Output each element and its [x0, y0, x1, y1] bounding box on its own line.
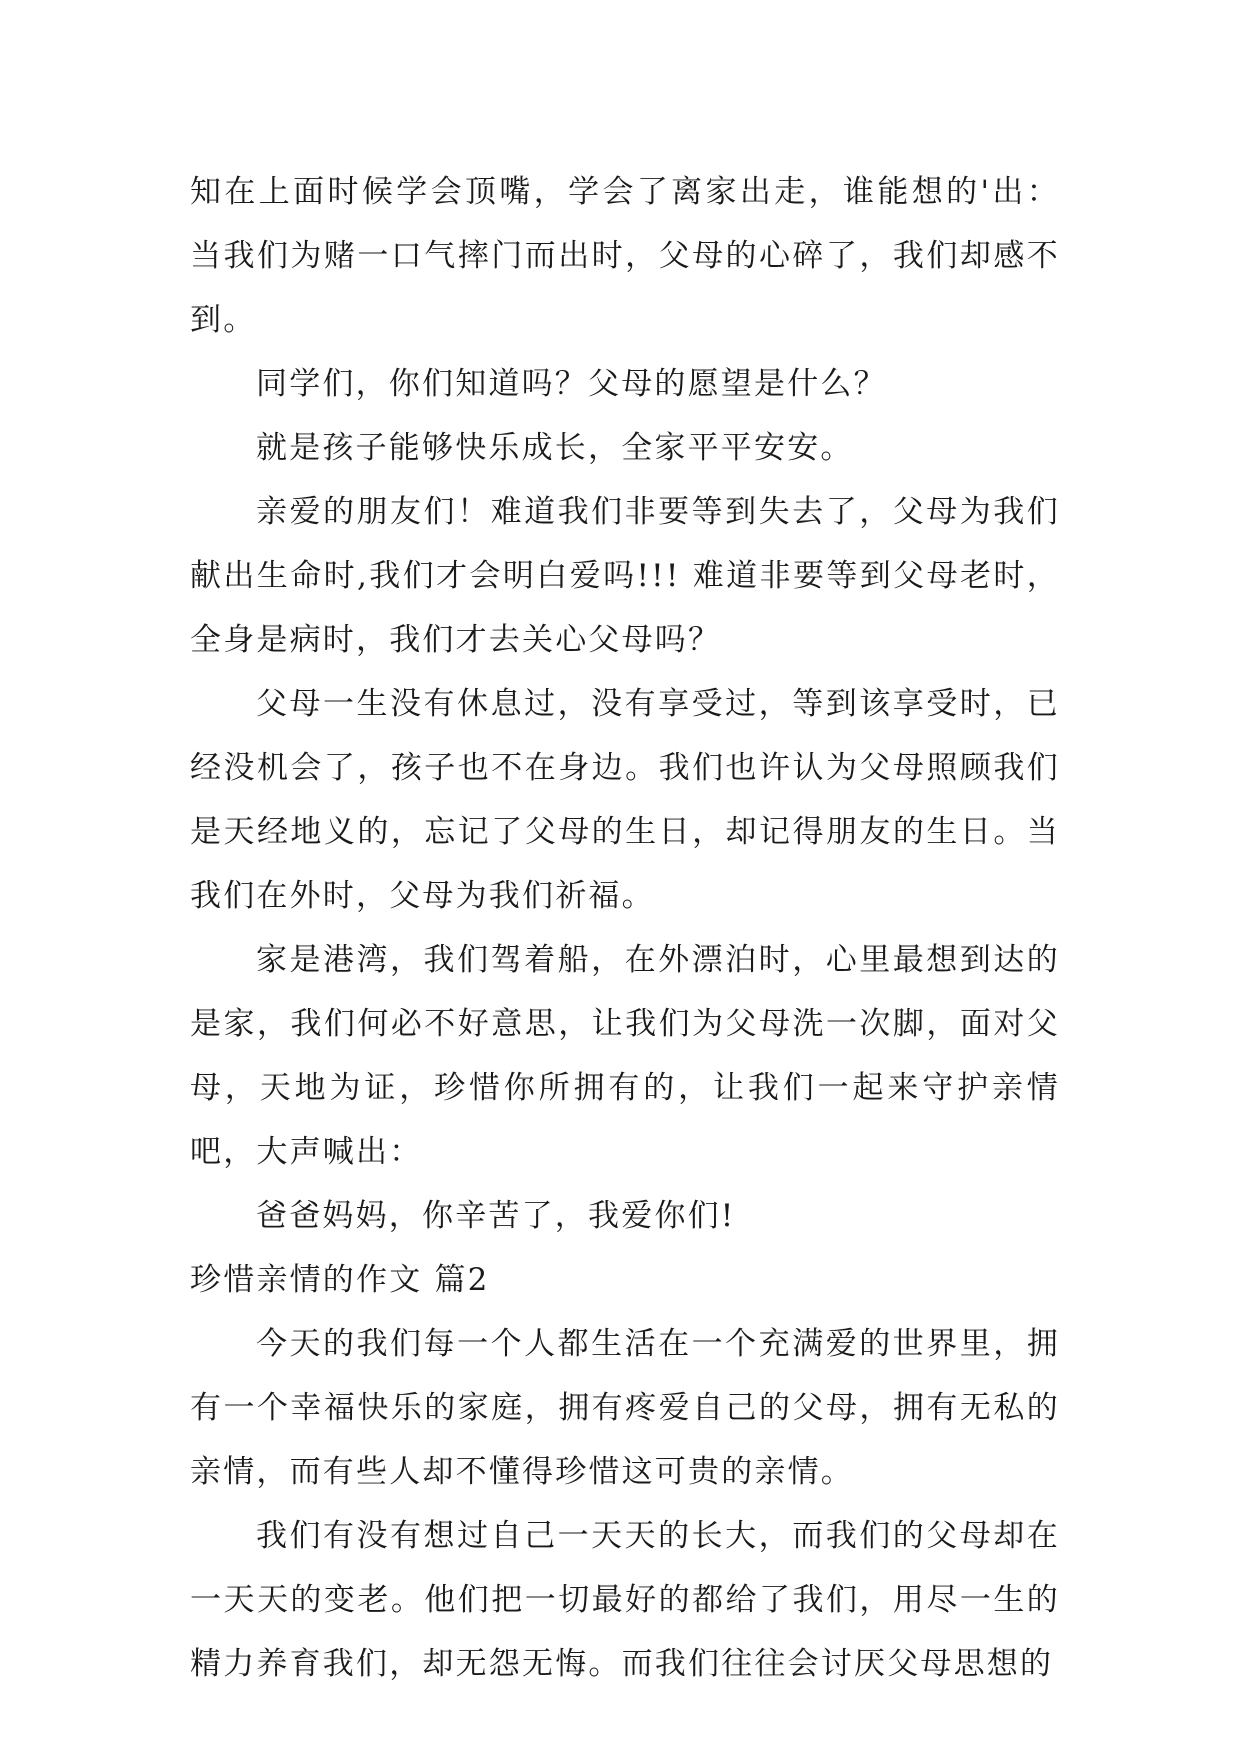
paragraph-2: 同学们，你们知道吗？父母的愿望是什么？: [256, 366, 887, 402]
paragraph-5: 父母一生没有休息过，没有享受过，等到该享受时，已经没机会了，孩子也不在身边。我们也许认为父母照顾我们是天经地义的，忘记了父母的生日，却记得朋友的生日。当我们在外时，父母为我们祈福。: [190, 686, 1060, 914]
paragraph-7: 爸爸妈妈，你辛苦了，我爱你们!: [256, 1198, 736, 1234]
paragraph-3: 就是孩子能够快乐成长，全家平平安安。: [256, 430, 854, 466]
section-heading: 珍惜亲情的作文 篇2: [190, 1262, 490, 1298]
document-page: [190, 160, 1060, 1696]
paragraph-1: 知在上面时候学会顶嘴，学会了离家出走，谁能想的'出：当我们为赌一口气摔门而出时，父母的心碎了，我们却感不到。: [190, 174, 1060, 338]
paragraph-6: 家是港湾，我们驾着船，在外漂泊时，心里最想到达的是家，我们何必不好意思，让我们为父母洗一次脚，面对父母，天地为证，珍惜你所拥有的，让我们一起来守护亲情吧，大声喊出：: [190, 942, 1060, 1170]
paragraph-9: 我们有没有想过自己一天天的长大，而我们的父母却在一天天的变老。他们把一切最好的都给了我们，用尽一生的精力养育我们，却无怨无悔。而我们往往会讨厌父母思想的: [190, 1518, 1060, 1682]
paragraph-8: 今天的我们每一个人都生活在一个充满爱的世界里，拥有一个幸福快乐的家庭，拥有疼爱自己的父母，拥有无私的亲情，而有些人却不懂得珍惜这可贵的亲情。: [190, 1326, 1060, 1490]
paragraph-4: 亲爱的朋友们！难道我们非要等到失去了，父母为我们献出生命时,我们才会明白爱吗!!! 难道非要等到父母老时，全身是病时，我们才去关心父母吗？: [190, 494, 1060, 658]
